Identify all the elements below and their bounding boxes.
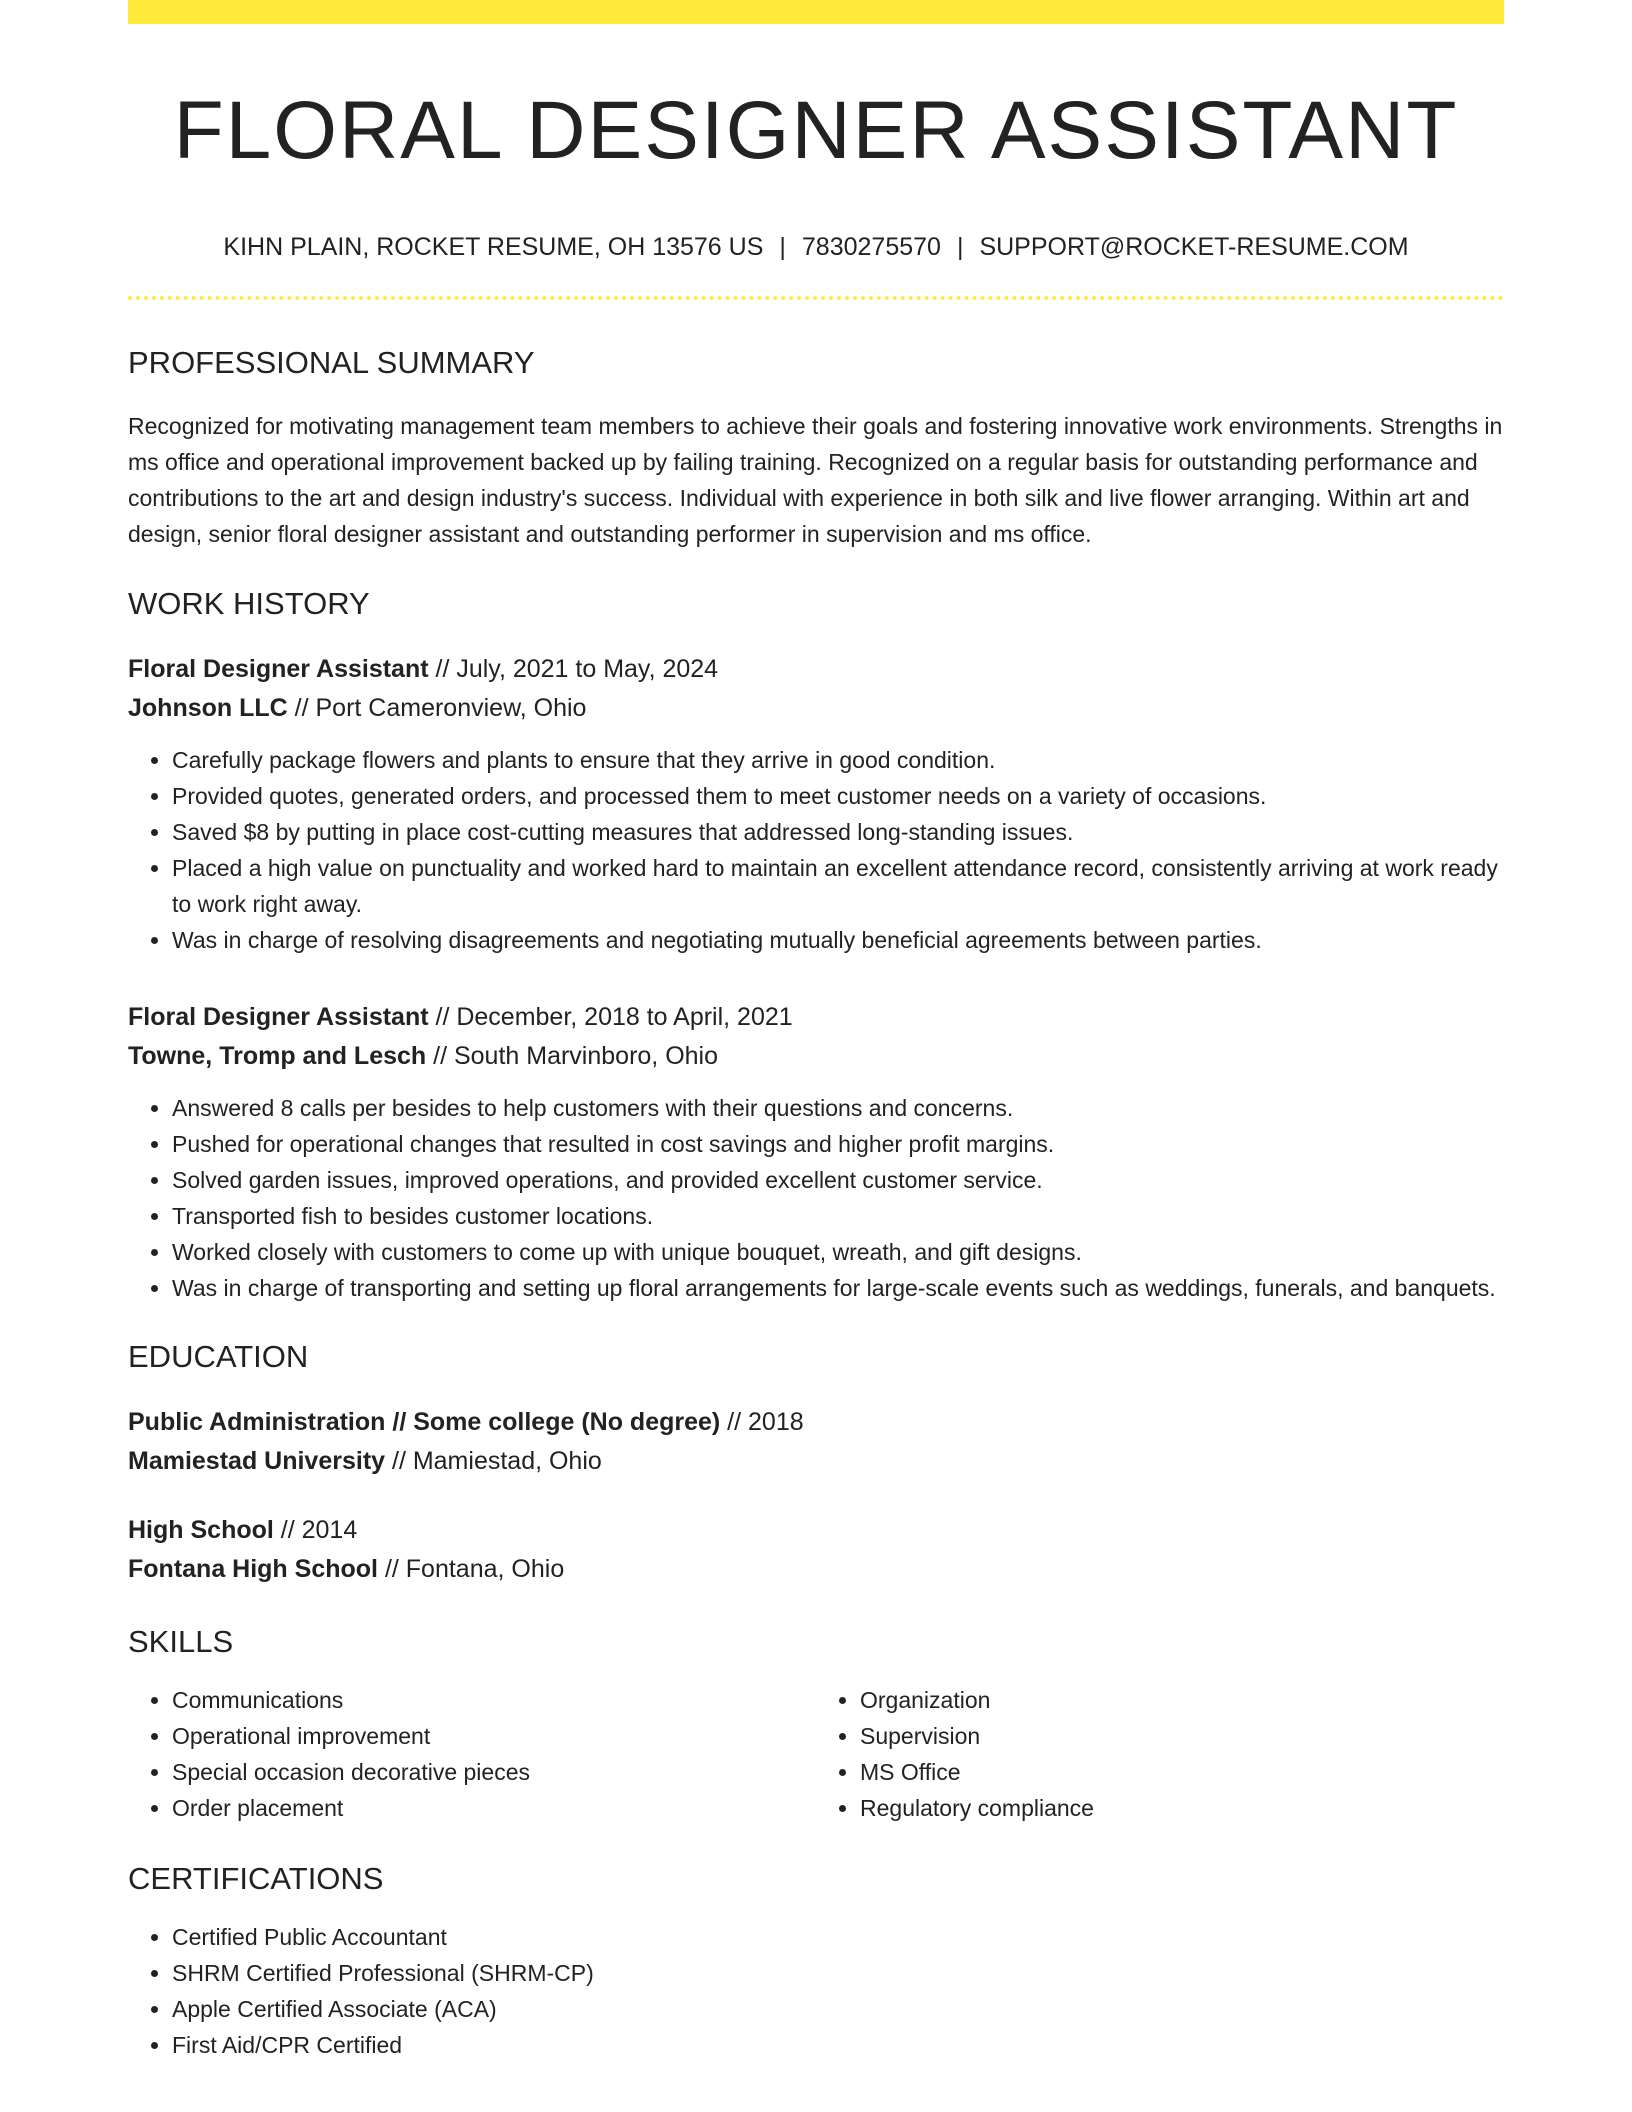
list-item: • Solved garden issues, improved operations, and provided excellent customer service. [172,1162,1504,1198]
list-item: • Organization [860,1682,1504,1718]
education-school-line [128,1442,1504,1481]
skills-list-right [816,1682,1504,1826]
education-heading: EDUCATION [128,1338,309,1374]
skills-list-left [128,1682,816,1826]
job-company: Towne, Tromp and Lesch [128,1041,427,1070]
summary-heading: PROFESSIONAL SUMMARY [128,345,535,381]
accent-bar [128,0,1504,24]
education-entry [128,1511,1504,1589]
job-dates: // July, 2021 to May, 2024 [428,654,719,683]
list-item: • Communications [172,1682,816,1718]
list-item: • Operational improvement [172,1718,816,1754]
list-item: • Supervision [860,1718,1504,1754]
job-company-line [128,1037,1504,1076]
education-degree-line [128,1403,1504,1442]
education-degree-line [128,1511,1504,1550]
job-dates: // December, 2018 to April, 2021 [428,1002,793,1031]
job-role: Floral Designer Assistant [128,1002,429,1031]
education-school: Mamiestad University [128,1446,386,1475]
list-item: • Apple Certified Associate (ACA) [172,1991,1504,2027]
contact-line [128,232,1504,262]
certifications-heading: CERTIFICATIONS [128,1861,384,1897]
job-title-line [128,998,1504,1037]
contact-email[interactable]: SUPPORT@ROCKET-RESUME.COM [979,233,1409,262]
list-item: • Transported fish to besides customer locations. [172,1198,1504,1234]
list-item: • Was in charge of transporting and setting up floral arrangements for large-scale events such as weddings, funerals, and banquets. [172,1270,1504,1306]
list-item: • First Aid/CPR Certified [172,2027,1504,2063]
list-item: • Provided quotes, generated orders, and processed them to meet customer needs on a variety of occasions. [172,778,1504,814]
list-item: • Carefully package flowers and plants to ensure that they arrive in good condition. [172,742,1504,778]
job-bullets [128,1090,1504,1306]
contact-separator: | [779,233,786,262]
education-entry [128,1403,1504,1481]
education-location: // Fontana, Ohio [378,1554,565,1583]
job-entry [128,650,1504,958]
job-entry [128,998,1504,1306]
summary-text: Recognized for motivating management team members to achieve their goals and fostering innovative work environments. Strengths in ms office and operational improvement backed up by failing training. Recognized on a regular basis for outstanding performance and contributions to the art and design industry's success. Individual with experience in both silk and live flower arranging. Within art and design, senior floral designer assistant and outstanding performer in supervision and ms office. [128,412,1503,547]
education-year: // 2018 [720,1407,804,1436]
list-item: • Saved $8 by putting in place cost-cutting measures that addressed long-standing issues. [172,814,1504,850]
contact-separator: | [956,233,964,262]
list-item: • Placed a high value on punctuality and worked hard to maintain an excellent attendance record, consistently arriving at work ready to work right away. [172,850,1504,922]
job-bullets [128,742,1504,958]
job-location: // South Marvinboro, Ohio [426,1041,718,1070]
dotted-divider [128,296,1504,300]
education-location: // Mamiestad, Ohio [385,1446,602,1475]
list-item: • Answered 8 calls per besides to help customers with their questions and concerns. [172,1090,1504,1126]
skills-heading: SKILLS [128,1623,234,1659]
job-location: // Port Cameronview, Ohio [287,693,587,722]
candidate-title: FLORAL DESIGNER ASSISTANT [173,85,1459,176]
work-history-heading: WORK HISTORY [128,585,370,621]
job-title-line [128,650,1504,689]
list-item: • Special occasion decorative pieces [172,1754,816,1790]
skills-columns [128,1682,1504,1826]
contact-phone[interactable]: 7830275570 [801,233,941,262]
job-company: Johnson LLC [128,693,288,722]
certifications-list [128,1919,1504,2063]
list-item: • Pushed for operational changes that resulted in cost savings and higher profit margins. [172,1126,1504,1162]
list-item: • Was in charge of resolving disagreements and negotiating mutually beneficial agreements between parties. [172,922,1504,958]
contact-address: KIHN PLAIN, ROCKET RESUME, OH 13576 US [223,233,764,262]
education-school: Fontana High School [128,1554,378,1583]
list-item: • Regulatory compliance [860,1790,1504,1826]
resume-content [128,24,1504,2063]
list-item: • Worked closely with customers to come up with unique bouquet, wreath, and gift designs. [172,1234,1504,1270]
list-item: • SHRM Certified Professional (SHRM-CP) [172,1955,1504,1991]
education-year: // 2014 [273,1515,358,1544]
education-degree: High School [128,1515,274,1544]
list-item: • MS Office [860,1754,1504,1790]
education-school-line [128,1550,1504,1589]
education-degree: Public Administration // Some college (No degree) [128,1407,721,1436]
list-item: • Certified Public Accountant [172,1919,1504,1955]
job-role: Floral Designer Assistant [128,654,429,683]
list-item: • Order placement [172,1790,816,1826]
job-company-line [128,689,1504,728]
